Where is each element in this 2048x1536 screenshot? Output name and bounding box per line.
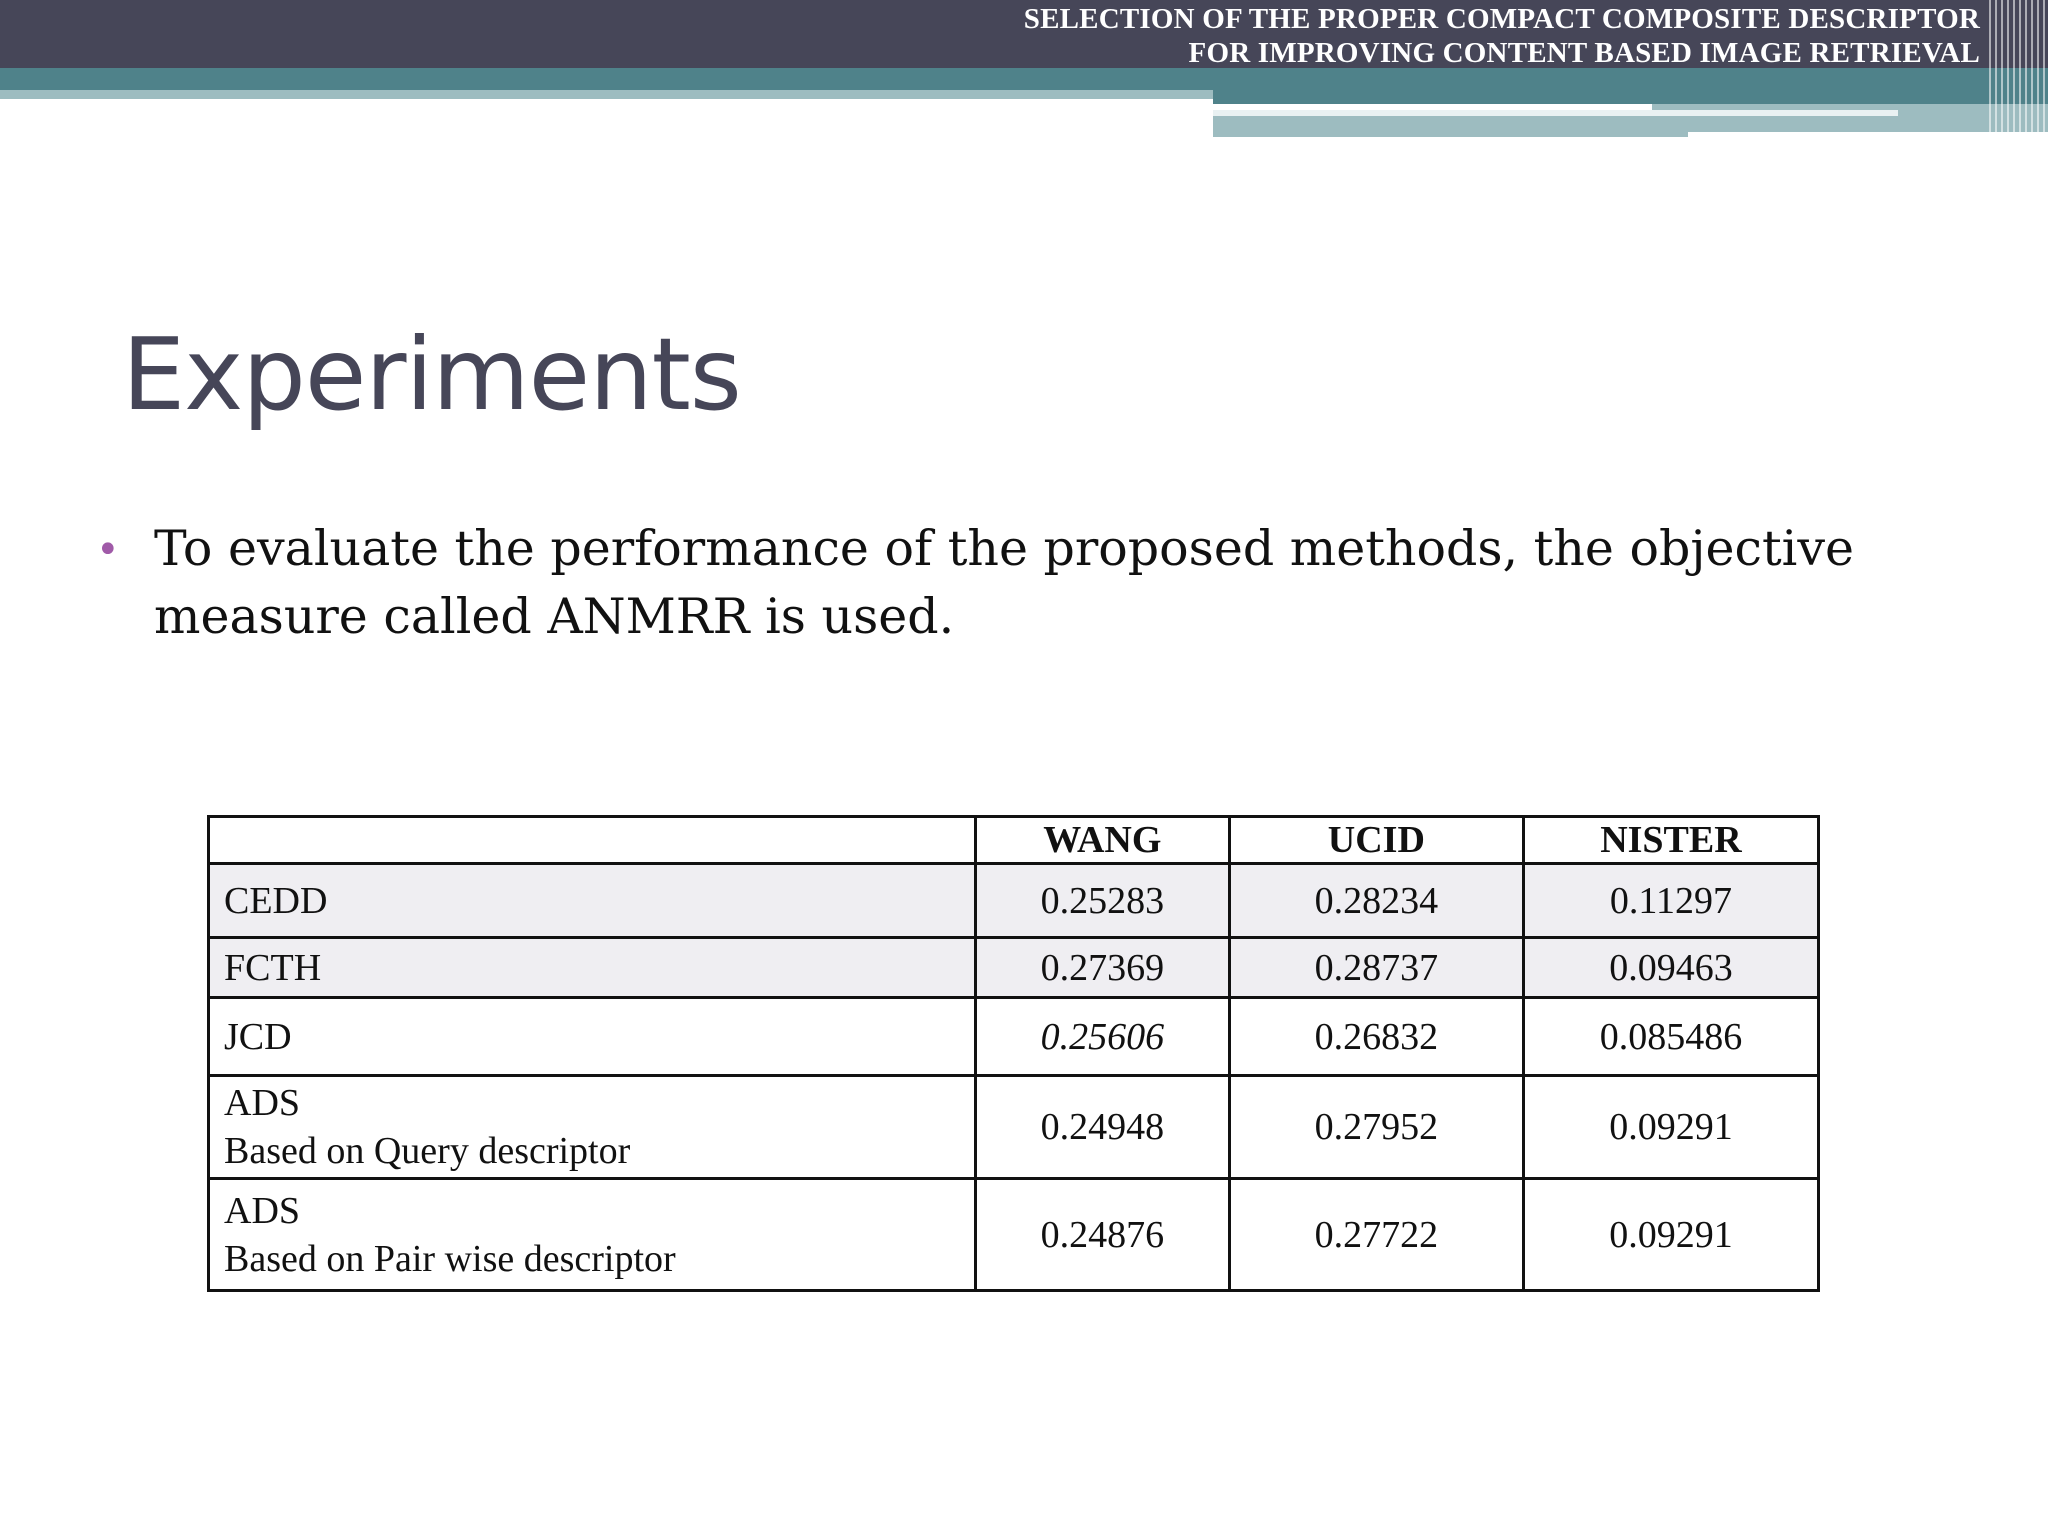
row-label — [209, 998, 976, 1076]
results-table — [207, 815, 1820, 1292]
cell-wang: 0.24876 — [975, 1179, 1229, 1291]
column-header-ucid: UCID — [1229, 817, 1523, 864]
cell-wang: 0.24948 — [975, 1076, 1229, 1179]
cell-nister: 0.09291 — [1523, 1179, 1818, 1291]
header-accent-bar-right — [1213, 90, 2048, 104]
row-label-line2: Based on Pair wise descriptor — [224, 1237, 676, 1280]
row-label-line2: Based on Query descriptor — [224, 1130, 631, 1172]
table-row — [209, 998, 1819, 1076]
bullet-marker: • — [96, 527, 120, 573]
cell-wang: 0.25606 — [975, 998, 1229, 1076]
cell-wang: 0.25283 — [975, 864, 1229, 938]
cell-nister: 0.09463 — [1523, 938, 1818, 998]
cell-nister: 0.11297 — [1523, 864, 1818, 938]
bullet-text: To evaluate the performance of the proposed methods, the objective measure called ANMRR is used. — [154, 520, 1854, 645]
header-accent-stripe — [0, 90, 1213, 99]
row-label — [209, 1179, 976, 1291]
row-label-line1: FCTH — [224, 946, 322, 989]
header-title — [1024, 2, 1980, 70]
header-accent-bar — [0, 68, 2048, 90]
row-label — [209, 938, 976, 998]
table-row — [209, 1179, 1819, 1291]
cell-nister: 0.085486 — [1523, 998, 1818, 1076]
row-label — [209, 1076, 976, 1179]
table-row — [209, 938, 1819, 998]
table-header-row — [209, 817, 1819, 864]
row-label-line1: CEDD — [224, 879, 328, 922]
cell-ucid: 0.26832 — [1229, 998, 1523, 1076]
cell-wang: 0.27369 — [975, 938, 1229, 998]
header-title-line1: SELECTION OF THE PROPER COMPACT COMPOSITE DESCRIPTOR — [1023, 3, 1980, 35]
table-row — [209, 1076, 1819, 1179]
row-label-line1: ADS — [224, 1189, 301, 1232]
row-label — [209, 864, 976, 938]
table-row — [209, 864, 1819, 938]
cell-ucid: 0.27722 — [1229, 1179, 1523, 1291]
header-title-line2: FOR IMPROVING CONTENT BASED IMAGE RETRIEVAL — [1188, 37, 1980, 69]
column-header-wang: WANG — [975, 817, 1229, 864]
cell-ucid: 0.28234 — [1229, 864, 1523, 938]
header-decorative-stripes — [1985, 0, 2048, 137]
cell-ucid: 0.27952 — [1229, 1076, 1523, 1179]
cell-nister: 0.09291 — [1523, 1076, 1818, 1179]
header-accent-stripe-lower — [1213, 116, 1688, 137]
slide-title: Experiments — [122, 316, 741, 433]
column-header-empty — [209, 817, 976, 864]
cell-ucid: 0.28737 — [1229, 938, 1523, 998]
row-label-line1: JCD — [224, 1015, 292, 1058]
column-header-nister: NISTER — [1523, 817, 1818, 864]
row-label-line1: ADS — [224, 1082, 301, 1124]
